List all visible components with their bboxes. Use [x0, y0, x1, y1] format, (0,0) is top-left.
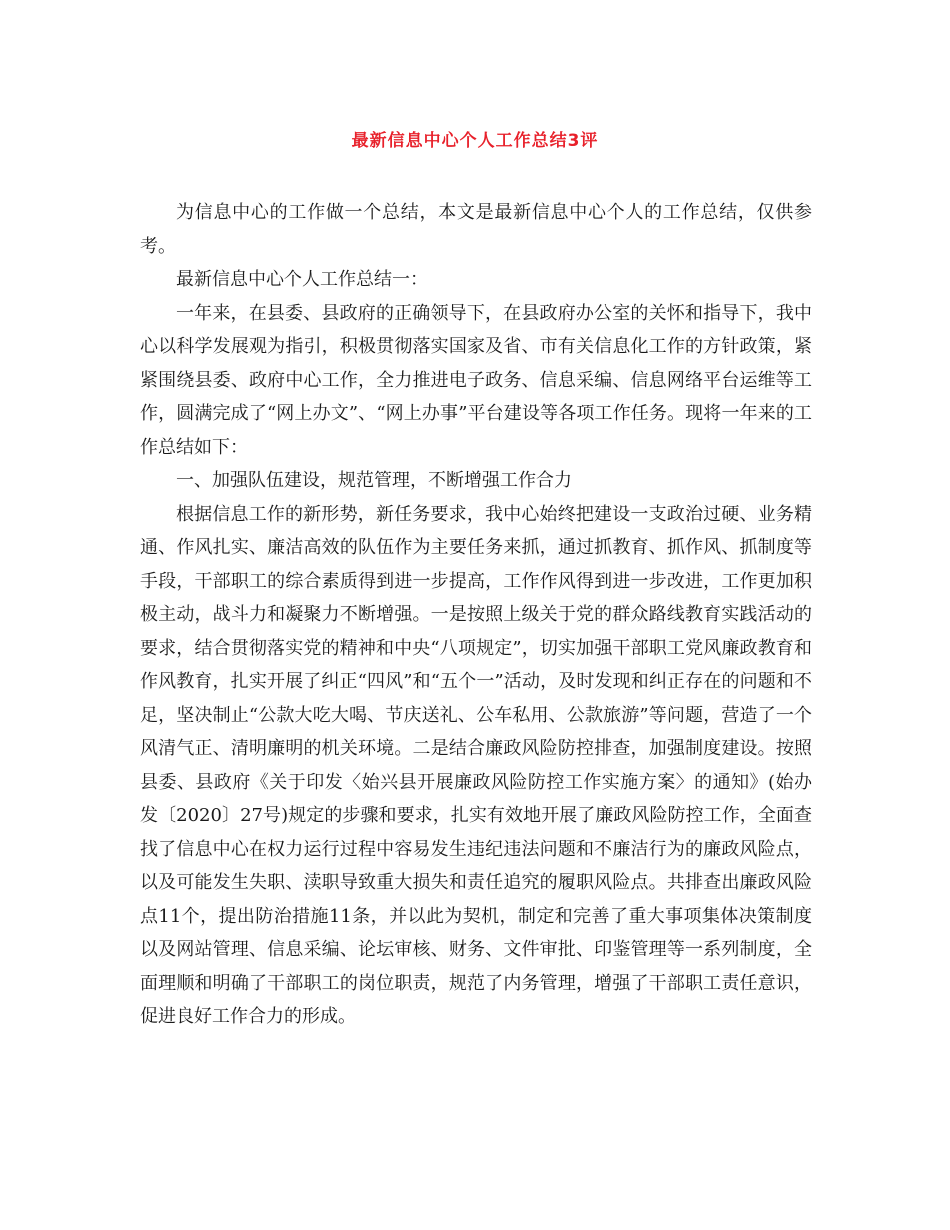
paragraph-team-building: 根据信息工作的新形势，新任务要求，我中心始终把建设一支政治过硬、业务精通、作风扎实、廉洁高效的队伍作为主要任务来抓，通过抓教育、抓作风、抓制度等手段，干部职工的综合素质得到进一步提高，工作作风得到进一步改进，工作更加积极主动，战斗力和凝聚力不断增强。一是按照上级关于党的群众路线教育实践活动的要求，结合贯彻落实党的精神和中央“八项规定”，切实加强干部职工党风廉政教育和作风教育，扎实开展了纠正“四风”和“五个一”活动，及时发现和纠正存在的问题和不足，坚决制止“公款大吃大喝、节庆送礼、公车私用、公款旅游”等问题，营造了一个风清气正、清明廉明的机关环境。二是结合廉政风险防控排查，加强制度建设。按照县委、县政府《关于印发〈始兴县开展廉政风险防控工作实施方案〉的通知》(始办发〔2020〕27号)规定的步骤和要求，扎实有效地开展了廉政风险防控工作，全面查找了信息中心在权力运行过程中容易发生违纪违法问题和不廉洁行为的廉政风险点，以及可能发生失职、渎职导致重大损失和责任追究的履职风险点。共排查出廉政风险点11个，提出防治措施11条，并以此为契机，制定和完善了重大事项集体决策制度以及网站管理、信息采编、论坛审核、财务、文件审批、印鉴管理等一系列制度，全面理顺和明确了干部职工的岗位职责，规范了内务管理，增强了干部职工责任意识，促进良好工作合力的形成。	[140, 503, 812, 1027]
document-body	[140, 196, 812, 1034]
paragraph-overview: 一年来，在县委、县政府的正确领导下，在县政府办公室的关怀和指导下，我中心以科学发展观为指引，积极贯彻落实国家及省、市有关信息化工作的方针政策，紧紧围绕县委、政府中心工作，全力推进电子政务、信息采编、信息网络平台运维等工作，圆满完成了“网上办文”、“网上办事”平台建设等各项工作任务。现将一年来的工作总结如下：	[140, 302, 812, 458]
paragraph-subheading-1: 一、加强队伍建设，规范管理，不断增强工作合力	[176, 470, 572, 491]
paragraph-intro: 为信息中心的工作做一个总结，本文是最新信息中心个人的工作总结，仅供参考。	[140, 202, 812, 257]
document-title: 最新信息中心个人工作总结3评	[351, 131, 599, 151]
paragraph-section-heading: 最新信息中心个人工作总结一：	[176, 269, 428, 290]
